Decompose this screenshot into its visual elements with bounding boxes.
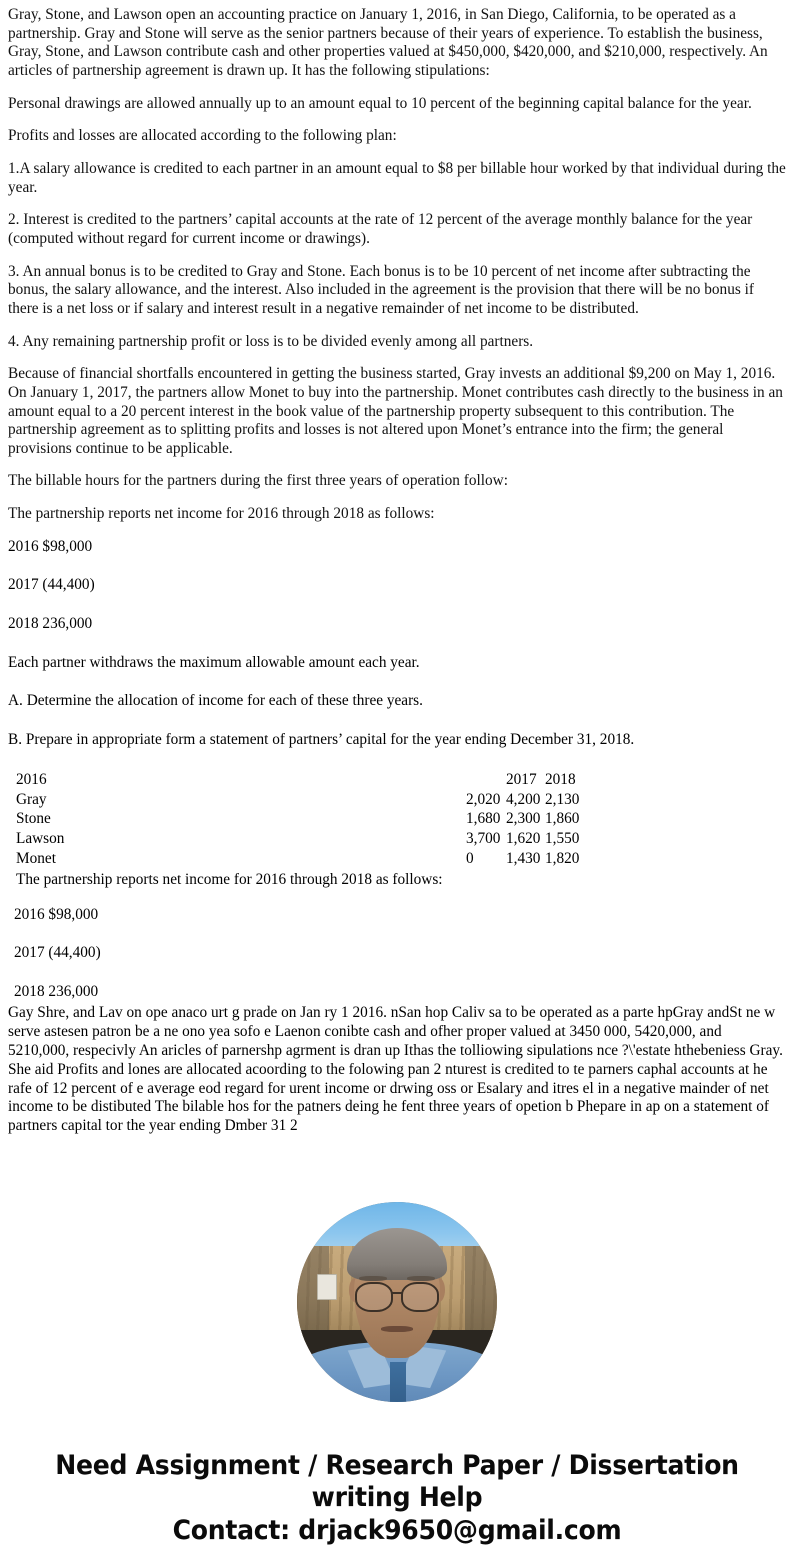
footer-promo xyxy=(0,1450,794,1547)
hours-col1: 3,700 xyxy=(466,830,501,848)
paragraph-monet-entry: Because of financial shortfalls encountered in getting the business started, Gray invests an additional $9,200 on May 1, 2016. On January 1, 2017, the partners allow Monet to buy into the partnership. Monet contributes cash directly to the business in an amount equal to a 20 percent interest in the book value of the partnership property subsequent to this contribution. The partnership agreement as to splitting profits and losses is not altered upon Monet’s entrance into the firm; the general provisions continue to be applicable. xyxy=(8,365,783,457)
avatar xyxy=(297,1202,497,1402)
avatar-background-switch xyxy=(317,1274,337,1300)
hours-col2: 2,300 xyxy=(506,810,541,828)
avatar-tie xyxy=(390,1362,406,1402)
header-col3-2018: 2018 xyxy=(545,770,576,788)
net-income-2016: 2016 $98,000 xyxy=(8,537,93,555)
table-header-row xyxy=(16,770,786,790)
paragraph-intro: Gray, Stone, and Lawson open an accounting practice on January 1, 2016, in San Diego, California, to be operated as a partnership. Gray and Stone will serve as the senior partners because of their years of experience. To establish the business, Gray, Stone, and Lawson contribute cash and other properties valued at $450,000, $420,000, and $210,000, respectively. An articles of partnership agreement is drawn up. It has the following stipulations: xyxy=(8,6,768,79)
paragraph-plan-4: 4. Any remaining partnership profit or loss is to be divided evenly among all partners. xyxy=(8,332,534,350)
net-income-2018: 2018 236,000 xyxy=(8,615,93,633)
footer-line-2: writing Help xyxy=(311,1482,483,1514)
partner-name: Monet xyxy=(16,850,56,868)
net-income-2017: 2017 (44,400) xyxy=(8,576,95,594)
partner-name: Stone xyxy=(16,810,51,828)
paragraph-plan-3: 3. An annual bonus is to be credited to Gray and Stone. Each bonus is to be 10 percent of net income after subtracting the bonus, the salary allowance, and the interest. Also included in the agreement is the provision that there will be no bonus if there is a net loss or if salary and interest result in a negative remainder of net income to be distributed. xyxy=(8,262,754,317)
paragraph-plan-intro: Profits and losses are allocated according to the following plan: xyxy=(8,127,397,145)
header-col2-2017: 2017 xyxy=(506,770,537,788)
hours-col1: 2,020 xyxy=(466,790,501,808)
net-income-intro-repeat: The partnership reports net income for 2016 through 2018 as follows: xyxy=(16,871,443,889)
net-income-2016-repeat: 2016 $98,000 xyxy=(14,905,99,923)
avatar-eyeglass-right xyxy=(401,1282,439,1312)
partner-name: Gray xyxy=(16,790,47,808)
partner-name: Lawson xyxy=(16,830,65,848)
footer-line-1: Need Assignment / Research Paper / Dissertation xyxy=(55,1450,739,1482)
table-row xyxy=(16,790,786,810)
paragraph-plan-1: 1.A salary allowance is credited to each partner in an amount equal to $8 per billable hour worked by that individual during the year. xyxy=(8,159,786,196)
withdrawal-note: Each partner withdraws the maximum allowable amount each year. xyxy=(8,653,420,671)
question-a: A. Determine the allocation of income for each of these three years. xyxy=(8,692,423,710)
hours-col3: 1,860 xyxy=(545,810,580,828)
hours-col2: 1,430 xyxy=(506,850,541,868)
avatar-eyeglass-bridge xyxy=(392,1292,402,1294)
question-b: B. Prepare in appropriate form a statement of partners’ capital for the year ending December 31, 2018. xyxy=(8,731,635,749)
footer-contact-email: Contact: drjack9650@gmail.com xyxy=(172,1515,622,1547)
paragraph-plan-2: 2. Interest is credited to the partners’ capital accounts at the rate of 12 percent of the average monthly balance for the year (computed without regard for current income or drawings). xyxy=(8,211,753,247)
billable-hours-table xyxy=(8,770,786,869)
paragraph-net-income-intro: The partnership reports net income for 2016 through 2018 as follows: xyxy=(8,505,435,523)
table-row xyxy=(16,829,786,849)
garbled-ocr-paragraph: Gay Shre, and Lav on ope anaco urt g prade on Jan ry 1 2016. nSan hop Caliv sa to be operated as a parte hpGray andSt ne w serve astesen patron be a ne ono yea sofo e Laenon conibte cash and ofher proper valued at 3450 000, 5420,000, and 5210,000, respecivly An aricles of parnershp agrment is dran up Ithas the tolliowing sipulations nce ?\'estate hthebeniess Gray. She aid Profits and lones are allocated acoording to the folowing pan 2 nturest is credited to te parners caphal accounts at he rafe of 12 percent of e average eod regard for urent income or drwing oss or Esalary and itres el in a negative mainder of net income to be distibuted The bilable hos for the patners deing he fent three years of opetion b Phepare in ap on a statement of partners capital tor the year ending Dmber 31 2 xyxy=(8,1003,783,1135)
net-income-2018-repeat: 2018 236,000 xyxy=(14,983,99,1001)
avatar-eyeglass-left xyxy=(355,1282,393,1312)
hours-col2: 4,200 xyxy=(506,790,541,808)
table-row xyxy=(16,849,786,869)
hours-col3: 2,130 xyxy=(545,790,580,808)
hours-col1: 0 xyxy=(466,850,474,868)
net-income-2017-repeat: 2017 (44,400) xyxy=(14,944,101,962)
hours-col3: 1,550 xyxy=(545,830,580,848)
hours-col3: 1,820 xyxy=(545,850,580,868)
avatar-background-panel-right xyxy=(465,1246,497,1342)
header-year-2016: 2016 xyxy=(16,770,47,788)
hours-col1: 1,680 xyxy=(466,810,501,828)
avatar-container xyxy=(0,1202,794,1402)
table-row xyxy=(16,809,786,829)
paragraph-billable-hours-intro: The billable hours for the partners during the first three years of operation follow: xyxy=(8,472,508,490)
hours-col2: 1,620 xyxy=(506,830,541,848)
paragraph-drawings: Personal drawings are allowed annually up to an amount equal to 10 percent of the beginning capital balance for the year. xyxy=(8,94,752,112)
